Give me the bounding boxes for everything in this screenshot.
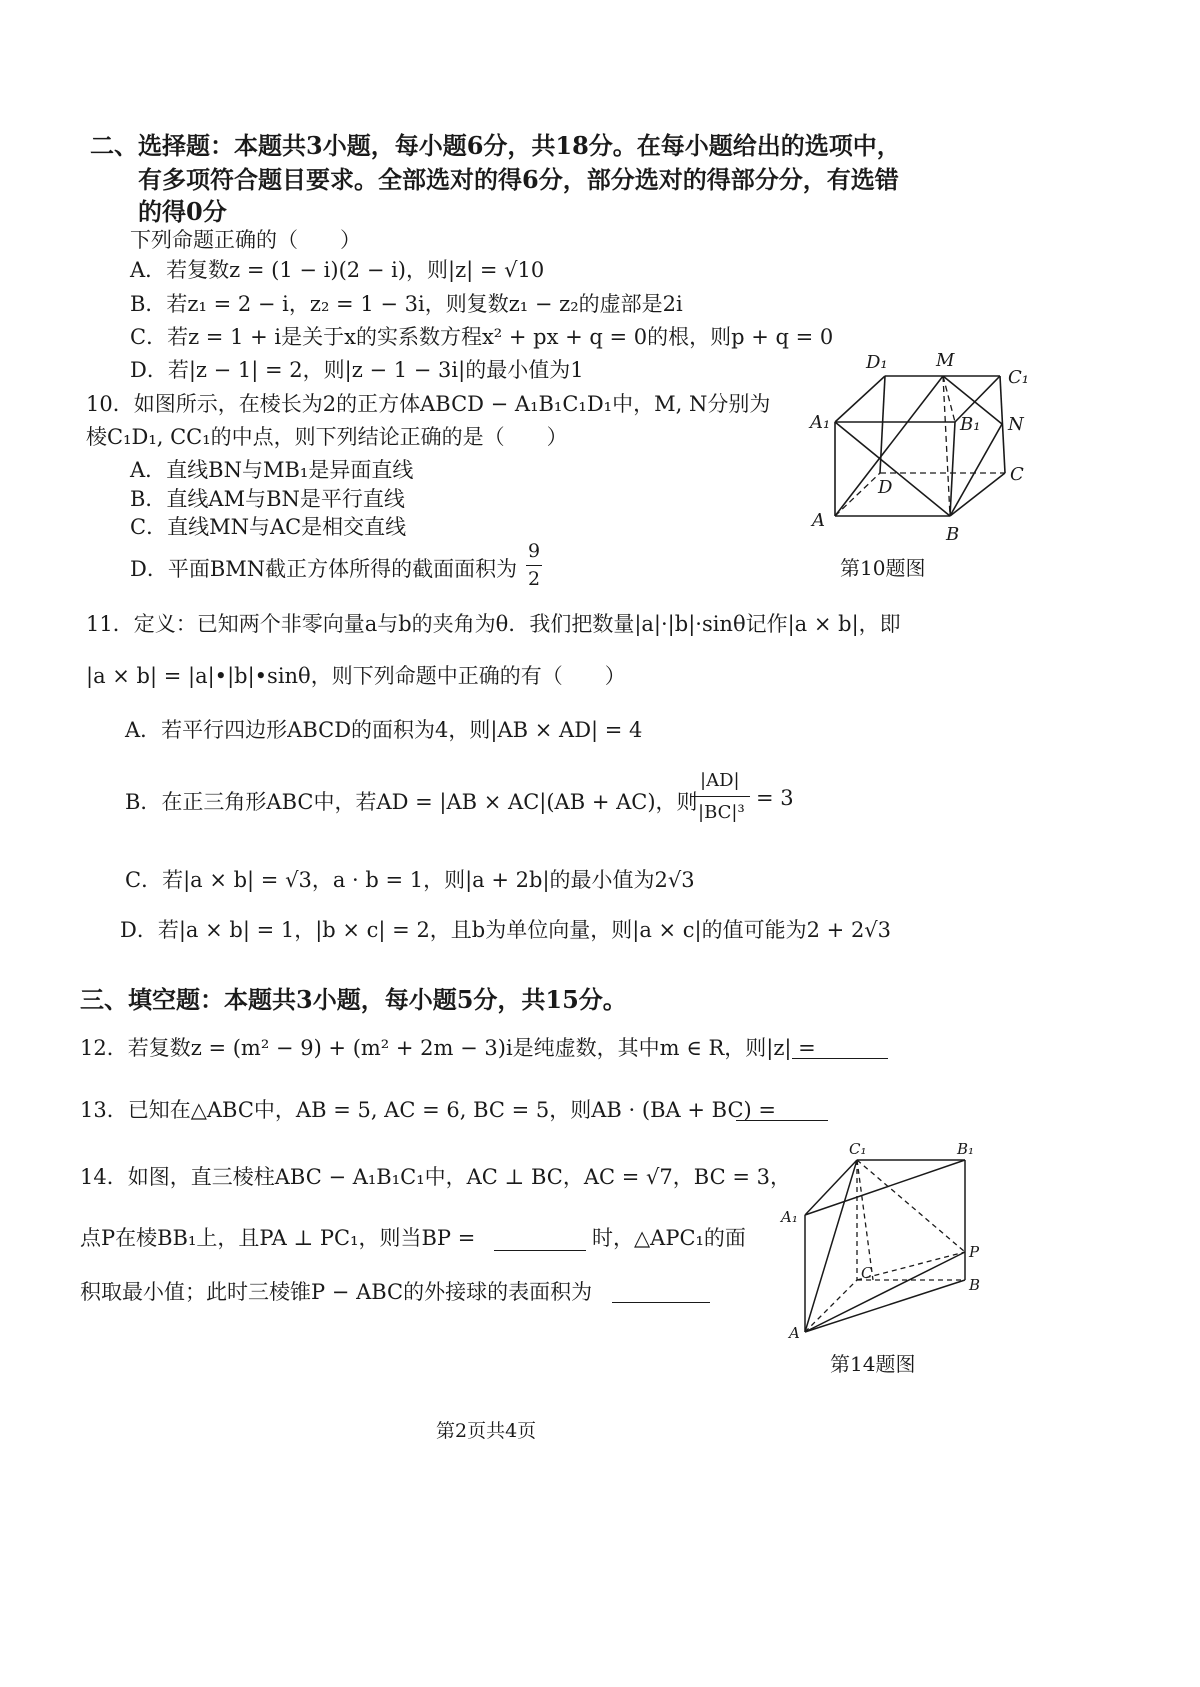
edge-ab bbox=[805, 1280, 965, 1332]
q9-option-b: B．若z₁ = 2 − i，z₂ = 1 − 3i，则复数z₁ − z₂的虚部是2i bbox=[130, 292, 683, 316]
q11-b-numerator: |AD| bbox=[700, 770, 740, 791]
q10-option-c: C．直线MN与AC是相交直线 bbox=[130, 515, 407, 539]
label-c1: C₁ bbox=[1008, 367, 1029, 388]
label-d1: D₁ bbox=[866, 352, 888, 373]
q11-stem-line2: |a × b| = |a|•|b|•sinθ，则下列命题中正确的有（ ） bbox=[86, 664, 626, 688]
q14-line3: 积取最小值；此时三棱锥P − ABC的外接球的表面积为 bbox=[80, 1280, 593, 1304]
label-b1: B₁ bbox=[960, 414, 981, 435]
q14-figure-caption: 第14题图 bbox=[830, 1352, 916, 1376]
label-b1: B₁ bbox=[957, 1140, 975, 1158]
label-n: N bbox=[1008, 414, 1024, 435]
q10-d-numerator: 9 bbox=[528, 540, 541, 562]
line-c1-inner-hidden bbox=[857, 1160, 873, 1280]
q10-d-denominator: 2 bbox=[528, 568, 541, 590]
label-p: P bbox=[969, 1243, 980, 1261]
q10-option-a: A．直线BN与MB₁是异面直线 bbox=[130, 458, 414, 482]
q11-stem-line1: 11．定义：已知两个非零向量a与b的夹角为θ．我们把数量|a|·|b|·sinθ记作|a × b|，即 bbox=[86, 612, 901, 636]
q11-b-equals: = 3 bbox=[756, 786, 794, 810]
page-footer: 第2页共4页 bbox=[436, 1420, 537, 1442]
section3-heading: 三、填空题：本题共3小题，每小题5分，共15分。 bbox=[80, 985, 627, 1014]
q10-cube-figure bbox=[800, 338, 1050, 548]
label-c: C bbox=[861, 1264, 873, 1282]
q10-stem-line1: 10．如图所示，在棱长为2的正方体ABCD − A₁B₁C₁D₁中，M, N分别为 bbox=[86, 392, 771, 416]
label-a: A bbox=[812, 510, 825, 531]
q9-option-c: C．若z = 1 + i是关于x的实系数方程x² + px + q = 0的根，则p + q = 0 bbox=[130, 325, 834, 349]
edge-a1b1 bbox=[805, 1160, 965, 1215]
q9-option-d: D．若|z − 1| = 2，则|z − 1 − 3i|的最小值为1 bbox=[130, 358, 584, 382]
q13-text: 13．已知在△ABC中，AB = 5, AC = 6, BC = 5，则AB · (BA + BC) = bbox=[80, 1098, 776, 1122]
q10-option-b: B．直线AM与BN是平行直线 bbox=[130, 487, 405, 511]
edge-bc bbox=[950, 473, 1005, 516]
line-a1b bbox=[835, 422, 950, 516]
q9-option-a: A．若复数z = (1 − i)(2 − i)，则|z| = √10 bbox=[130, 258, 545, 282]
q14-line2a: 点P在棱BB₁上，且PA ⊥ PC₁，则当BP = bbox=[80, 1226, 476, 1250]
line-cp-hidden bbox=[857, 1252, 965, 1280]
label-a1: A₁ bbox=[810, 412, 831, 433]
q10-d-fraction-bar bbox=[526, 565, 542, 566]
q12-answer-blank[interactable] bbox=[792, 1058, 888, 1059]
section2-heading-line1: 二、选择题：本题共3小题，每小题6分，共18分。在每小题给出的选项中， bbox=[90, 131, 901, 160]
q14-prism-figure bbox=[775, 1140, 1005, 1350]
q11-b-fraction-bar bbox=[690, 796, 750, 797]
edge-a1d1 bbox=[835, 376, 885, 422]
line-bn bbox=[950, 424, 1002, 516]
label-d: D bbox=[878, 477, 893, 498]
edge-bb1 bbox=[950, 422, 955, 516]
label-a1: A₁ bbox=[781, 1208, 798, 1226]
q11-b-denominator: |BC|³ bbox=[698, 802, 745, 823]
q12-text: 12．若复数z = (m² − 9) + (m² + 2m − 3)i是纯虚数，其中m ∈ R，则|z| = bbox=[80, 1036, 816, 1060]
q10-figure-caption: 第10题图 bbox=[840, 556, 926, 580]
label-c1: C₁ bbox=[849, 1140, 867, 1158]
section2-heading-line2: 有多项符合题目要求。全部选对的得6分，部分选对的得部分分，有选错 bbox=[138, 165, 899, 194]
label-m: M bbox=[936, 350, 955, 371]
q14-line2b: 时，△APC₁的面 bbox=[592, 1226, 746, 1250]
label-b: B bbox=[946, 524, 960, 545]
label-c: C bbox=[1010, 464, 1024, 485]
edge-dd1 bbox=[880, 376, 885, 473]
label-a: A bbox=[789, 1324, 800, 1342]
line-ap bbox=[805, 1252, 965, 1332]
q10-option-d: D．平面BMN截正方体所得的截面面积为 bbox=[130, 557, 518, 581]
q14-area-blank[interactable] bbox=[612, 1302, 710, 1303]
q13-answer-blank[interactable] bbox=[736, 1120, 828, 1121]
q10-stem-line2: 棱C₁D₁, CC₁的中点，则下列结论正确的是（ ） bbox=[86, 425, 568, 449]
q14-line1: 14．如图，直三棱柱ABC − A₁B₁C₁中，AC ⊥ BC，AC = √7，BC = 3， bbox=[80, 1165, 791, 1189]
q11-option-a: A．若平行四边形ABCD的面积为4，则|AB × AD| = 4 bbox=[125, 718, 643, 742]
q11-option-d: D．若|a × b| = 1，|b × c| = 2，且b为单位向量，则|a × c|的值可能为2 + 2√3 bbox=[120, 918, 892, 942]
q11-option-c: C．若|a × b| = √3，a · b = 1，则|a + 2b|的最小值为2√3 bbox=[125, 868, 695, 892]
section2-heading-line3: 的得0分 bbox=[138, 197, 227, 226]
label-b: B bbox=[969, 1276, 981, 1294]
edge-ad-hidden bbox=[835, 473, 880, 516]
q11-option-b: B．在正三角形ABC中，若AD = |AB × AC|(AB + AC)，则 bbox=[125, 790, 698, 814]
q14-bp-blank[interactable] bbox=[494, 1250, 586, 1251]
q9-stem: 下列命题正确的（ ） bbox=[130, 228, 361, 252]
line-c1p-hidden bbox=[857, 1160, 965, 1252]
